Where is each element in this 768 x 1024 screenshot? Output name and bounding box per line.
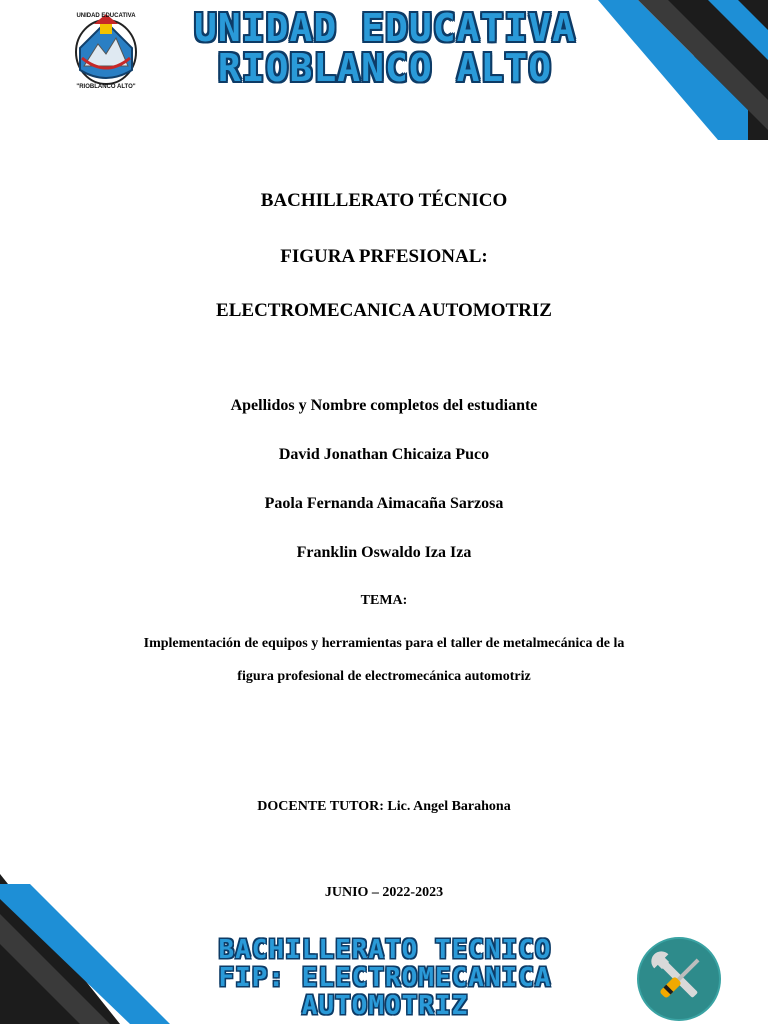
date-line: JUNIO – 2022-2023 bbox=[324, 885, 444, 900]
footer-line-3: AUTOMOTRIZ bbox=[301, 991, 469, 1021]
students-heading: Apellidos y Nombre completos del estudiante bbox=[230, 397, 538, 414]
school-name-line-1: UNIDAD EDUCATIVA bbox=[193, 6, 577, 50]
footer-line-1: BACHILLERATO TECNICO bbox=[218, 935, 552, 965]
topic-line-1: Implementación de equipos y herramientas para el taller de metalmecánica de la bbox=[143, 636, 625, 651]
student-name-3: Franklin Oswaldo Iza Iza bbox=[296, 544, 472, 561]
school-logo bbox=[70, 8, 142, 90]
program-title: BACHILLERATO TÉCNICO bbox=[260, 190, 508, 211]
tutor-line: DOCENTE TUTOR: Lic. Angel Barahona bbox=[257, 799, 511, 814]
topic-line-2: figura profesional de electromecánica automotriz bbox=[237, 669, 531, 684]
figure-label: FIGURA PRFESIONAL: bbox=[280, 246, 488, 267]
school-name-line-2: RIOBLANCO ALTO bbox=[217, 46, 553, 90]
student-name-1: David Jonathan Chicaiza Puco bbox=[278, 446, 490, 463]
wrench-screwdriver-icon bbox=[636, 936, 722, 1022]
figure-name: ELECTROMECANICA AUTOMOTRIZ bbox=[216, 300, 552, 321]
footer-line-2: FIP: ELECTROMECANICA bbox=[218, 963, 552, 993]
svg-text:"RIOBLANCO ALTO": "RIOBLANCO ALTO" bbox=[76, 84, 136, 90]
school-name-title bbox=[160, 8, 610, 88]
topic-label: TEMA: bbox=[360, 593, 408, 608]
svg-text:UNIDAD EDUCATIVA: UNIDAD EDUCATIVA bbox=[76, 13, 136, 19]
corner-decoration-top-right bbox=[598, 0, 768, 140]
footer-title bbox=[180, 936, 590, 1020]
student-name-2: Paola Fernanda Aimacaña Sarzosa bbox=[264, 495, 504, 512]
